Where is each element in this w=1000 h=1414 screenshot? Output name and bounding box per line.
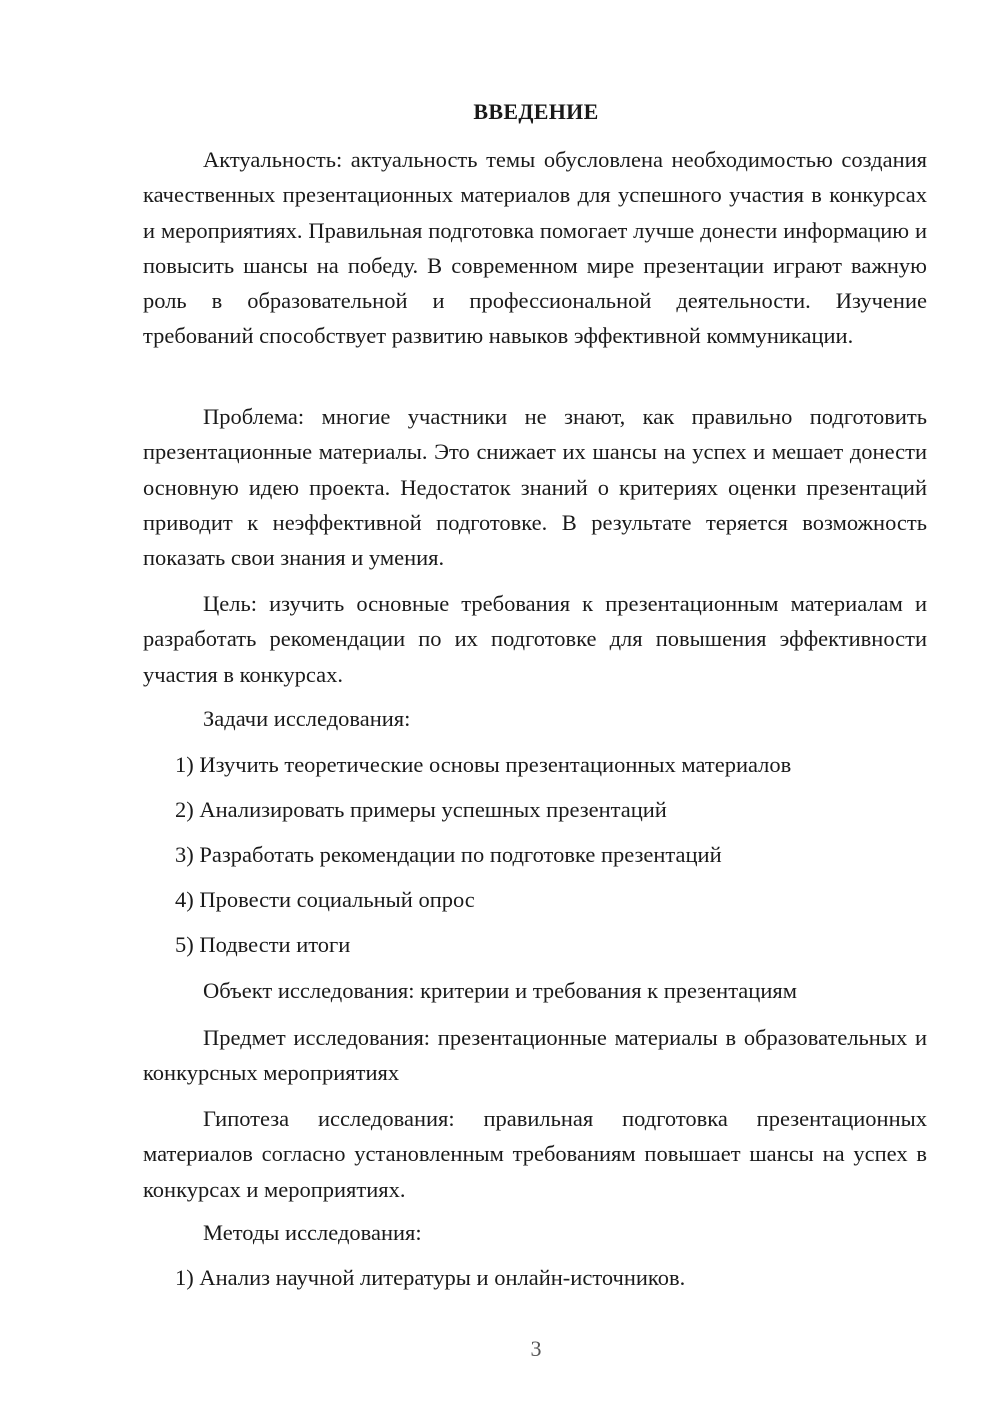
tasks-title: Задачи исследования:: [203, 706, 411, 731]
task-item-4: 4) Провести социальный опрос: [175, 887, 475, 912]
relevance-paragraph: Актуальность: актуальность темы обусловлена необходимостью создания качественных презентационных материалов для успешного участия в конкурсах и мероприятиях. Правильная подготовка помогает лучше донести информацию и повысить шансы на победу. В современном мире презентации играют важную роль в образовательной и профессиональной деятельности. Изучение требований способствует развитию навыков эффективной коммуникации.: [143, 147, 927, 349]
task-item-3: 3) Разработать рекомендации по подготовке презентаций: [175, 842, 722, 867]
hypothesis-paragraph: Гипотеза исследования: правильная подготовка презентационных материалов согласно установленным требованиям повышает шансы на успех в конкурсах и мероприятиях.: [143, 1106, 927, 1202]
page-number: 3: [530, 1336, 542, 1361]
task-item-2: 2) Анализировать примеры успешных презентаций: [175, 797, 667, 822]
task-item-1: 1) Изучить теоретические основы презентационных материалов: [175, 752, 792, 777]
page-title: ВВЕДЕНИЕ: [473, 99, 599, 124]
goal-paragraph: Цель: изучить основные требования к презентационным материалам и разработать рекомендации по их подготовке для повышения эффективности участия в конкурсах.: [143, 591, 927, 687]
subject-paragraph: Предмет исследования: презентационные материалы в образовательных и конкурсных мероприятиях: [143, 1025, 927, 1086]
object-paragraph: Объект исследования: критерии и требования к презентациям: [203, 978, 797, 1003]
methods-title: Методы исследования:: [203, 1220, 422, 1245]
method-item-1: 1) Анализ научной литературы и онлайн-источников.: [175, 1265, 686, 1290]
task-item-5: 5) Подвести итоги: [175, 932, 351, 957]
problem-paragraph: Проблема: многие участники не знают, как правильно подготовить презентационные материалы. Это снижает их шансы на успех и мешает донести основную идею проекта. Недостаток знаний о критериях оценки презентаций приводит к неэффективной подготовке. В результате теряется возможность показать свои знания и умения.: [143, 404, 927, 571]
